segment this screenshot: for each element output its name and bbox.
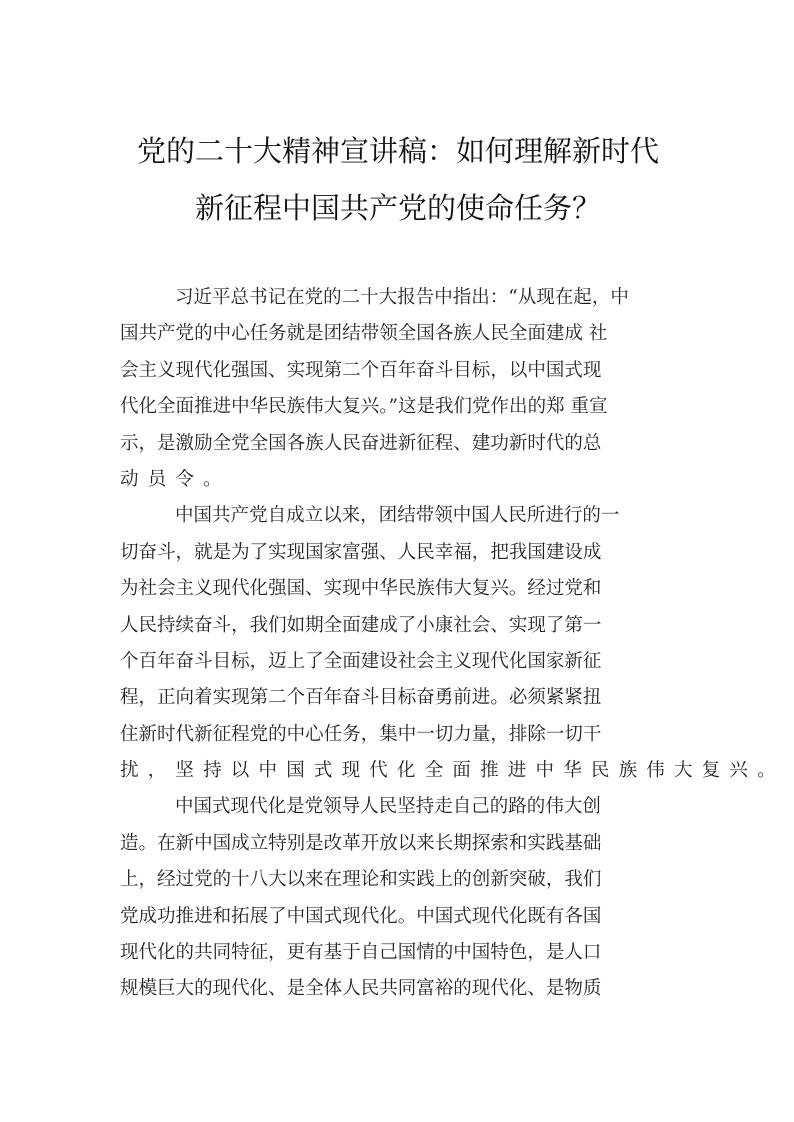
text-line: 国共产党的中心任务就是团结带领全国各族人民全面建成 社 bbox=[120, 323, 608, 345]
document-title-line-2: 新征程中国共产党的使命任务？ bbox=[194, 191, 601, 225]
text-line: 中国共产党自成立以来，团结带领中国人民所进行的一 bbox=[175, 505, 620, 527]
text-line: 会主义现代化强国、实现第二个百年奋斗目标，以中国式现 bbox=[120, 359, 602, 381]
text-line: 程，正向着实现第二个百年奋斗目标奋勇前进。必须紧紧扭 bbox=[120, 687, 602, 709]
text-line: 上，经过党的十八大以来在理论和实践上的创新突破，我们 bbox=[120, 869, 602, 891]
text-line: 党成功推进和拓展了中国式现代化。中国式现代化既有各国 bbox=[120, 905, 602, 927]
text-line: 为社会主义现代化强国、实现中华民族伟大复兴。经过党和 bbox=[120, 578, 602, 600]
text-line: 个百年奋斗目标，迈上了全面建设社会主义现代化国家新征 bbox=[120, 650, 602, 672]
text-line: 动员令。 bbox=[120, 468, 231, 490]
text-line: 习近平总书记在党的二十大报告中指出：“从现在起，中 bbox=[175, 287, 629, 308]
text-line: 人民持续奋斗，我们如期全面建成了小康社会、实现了第一 bbox=[120, 614, 602, 636]
paragraph-2 bbox=[120, 498, 785, 789]
paragraph-3 bbox=[120, 789, 676, 1007]
document-title-line-1: 党的二十大精神宣讲稿：如何理解新时代 bbox=[136, 134, 659, 168]
document-body bbox=[120, 280, 785, 1008]
text-line: 现代化的共同特征，更有基于自己国情的中国特色，是人口 bbox=[120, 942, 602, 964]
text-line: 住新时代新征程党的中心任务，集中一切力量，排除一切干 bbox=[120, 723, 602, 745]
text-line: 切奋斗，就是为了实现国家富强、人民幸福，把我国建设成 bbox=[120, 541, 602, 563]
text-line: 示，是激励全党全国各族人民奋进新征程、建功新时代的总 bbox=[120, 432, 602, 454]
text-line: 中国式现代化是党领导人民坚持走自己的路的伟大创 bbox=[175, 796, 601, 818]
paragraph-1 bbox=[120, 280, 676, 498]
text-line: 代化全面推进中华民族伟大复兴。”这是我们党作出的郑 重宣 bbox=[120, 396, 608, 418]
text-line: 扰，坚持以中国式现代化全面推进中华民族伟大复兴。 bbox=[120, 760, 785, 782]
text-line: 造。在新中国成立特别是改革开放以来长期探索和实践基础 bbox=[120, 832, 602, 854]
text-line: 规模巨大的现代化、是全体人民共同富裕的现代化、是物质 bbox=[120, 978, 602, 1000]
